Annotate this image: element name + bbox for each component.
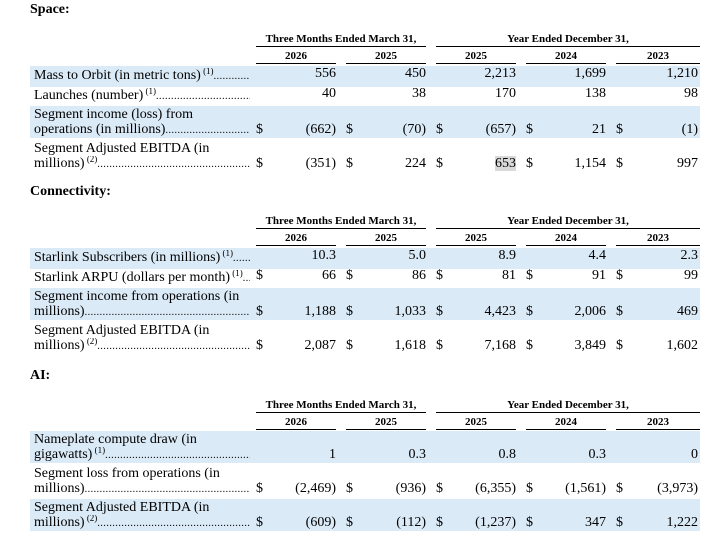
currency-symbol: $	[436, 268, 443, 283]
currency-symbol: $	[436, 481, 443, 496]
cell-value: (1)	[681, 122, 698, 137]
currency-symbol: $	[256, 515, 263, 530]
currency-symbol: $	[256, 304, 263, 319]
cell-value: 38	[412, 86, 426, 101]
year-header: 2024	[526, 415, 606, 430]
row-label	[34, 141, 250, 172]
dot-leader	[156, 88, 250, 103]
data-table	[30, 32, 700, 172]
currency-symbol: $	[616, 515, 623, 530]
row-label	[34, 466, 250, 497]
dot-leader	[97, 338, 250, 353]
row-label-line	[34, 122, 250, 138]
cell-value: 556	[315, 66, 336, 81]
year-header: 2023	[616, 415, 700, 430]
cell-value: (609)	[305, 515, 336, 530]
currency-symbol: $	[526, 481, 533, 496]
row-label-line	[34, 338, 250, 354]
cell-value: 99	[684, 268, 698, 283]
footnote-marker: (2)	[84, 156, 98, 164]
cell-value: 2,087	[304, 338, 336, 353]
row-label-text: Segment income from operations (in	[34, 289, 240, 304]
row-label-line	[34, 107, 250, 122]
currency-symbol: $	[346, 156, 353, 171]
currency-symbol: $	[436, 515, 443, 530]
cell-value: 469	[677, 304, 698, 319]
cell-value: 997	[677, 156, 698, 171]
data-table	[30, 214, 700, 354]
cell-value: 66	[322, 268, 336, 283]
cell-value: 4,423	[484, 304, 516, 319]
footnote-marker: (2)	[84, 515, 98, 523]
year-header: 2026	[256, 231, 336, 246]
cell-value: 21	[592, 122, 606, 137]
cell-value: 1,222	[666, 515, 698, 530]
table-row	[30, 288, 700, 320]
section-title: Connectivity:	[30, 184, 111, 199]
row-label	[34, 323, 250, 354]
cell-value: 1,154	[574, 156, 606, 171]
year-header: 2025	[346, 231, 426, 246]
cell-value: 10.3	[311, 248, 336, 263]
cell-value: 0.3	[588, 447, 606, 462]
row-label	[34, 250, 250, 266]
cell-value: 1,699	[574, 66, 606, 81]
cell-value: 138	[585, 86, 606, 101]
currency-symbol: $	[346, 481, 353, 496]
year-header: 2024	[526, 231, 606, 246]
row-label-text: Segment Adjusted EBITDA (in	[34, 141, 210, 156]
column-group-header: Year Ended December 31,	[436, 398, 700, 413]
row-label-text: Starlink ARPU (dollars per month)	[34, 270, 230, 285]
cell-value: 0	[691, 447, 698, 462]
row-label-line	[34, 500, 250, 515]
row-label-text: millions)	[34, 156, 85, 171]
cell-value: 1,188	[304, 304, 336, 319]
currency-symbol: $	[526, 122, 533, 137]
cell-value: (2,469)	[295, 481, 336, 496]
currency-symbol: $	[616, 156, 623, 171]
cell-value: 653	[495, 156, 516, 171]
row-label	[34, 270, 250, 286]
cell-value: 5.0	[408, 248, 426, 263]
currency-symbol: $	[526, 515, 533, 530]
cell-value: 0.3	[408, 447, 426, 462]
row-label-text: millions)	[34, 338, 85, 353]
column-group-header: Three Months Ended March 31,	[256, 32, 426, 47]
cell-value: 4.4	[588, 248, 606, 263]
section-title: AI:	[30, 368, 51, 383]
cell-value: (936)	[395, 481, 426, 496]
year-header: 2025	[436, 415, 516, 430]
year-header: 2026	[256, 49, 336, 64]
currency-symbol: $	[526, 268, 533, 283]
currency-symbol: $	[616, 268, 623, 283]
row-label	[34, 289, 250, 320]
currency-symbol: $	[616, 338, 623, 353]
row-label-line	[34, 88, 250, 104]
currency-symbol: $	[436, 304, 443, 319]
table-row	[30, 499, 700, 531]
currency-symbol: $	[346, 515, 353, 530]
currency-symbol: $	[526, 304, 533, 319]
currency-symbol: $	[256, 338, 263, 353]
dot-leader	[243, 270, 250, 285]
row-label-text: Segment Adjusted EBITDA (in	[34, 323, 210, 338]
row-label-text: Starlink Subscribers (in millions)	[34, 250, 221, 265]
currency-symbol: $	[436, 338, 443, 353]
footnote-marker: (1)	[230, 270, 243, 278]
dot-leader	[165, 122, 250, 137]
footnote-marker: (1)	[143, 88, 156, 96]
row-label-line	[34, 466, 250, 481]
footnote-marker: (1)	[200, 68, 214, 76]
currency-symbol: $	[256, 268, 263, 283]
year-header: 2025	[346, 415, 426, 430]
row-label-line	[34, 156, 250, 172]
table-row	[30, 86, 700, 107]
column-group-header: Year Ended December 31,	[436, 32, 700, 47]
cell-value: 1,033	[394, 304, 426, 319]
table-row	[30, 431, 700, 463]
table-row	[30, 248, 700, 269]
row-label-text: Nameplate compute draw (in	[34, 432, 197, 447]
cell-value: 2.3	[680, 248, 698, 263]
cell-value: (3,973)	[657, 481, 698, 496]
row-label	[34, 68, 250, 84]
cell-value: (1,561)	[565, 481, 606, 496]
row-label-line	[34, 270, 250, 286]
row-label-text: gigawatts)	[34, 447, 93, 462]
dot-leader	[105, 447, 250, 462]
currency-symbol: $	[256, 481, 263, 496]
row-label-text: operations (in millions)	[34, 122, 166, 137]
row-label	[34, 107, 250, 138]
currency-symbol: $	[256, 156, 263, 171]
year-header: 2023	[616, 231, 700, 246]
cell-value: 81	[502, 268, 516, 283]
row-label-line	[34, 481, 250, 497]
year-header: 2025	[346, 49, 426, 64]
currency-symbol: $	[526, 338, 533, 353]
cell-value: 2,006	[574, 304, 606, 319]
row-label-text: Segment Adjusted EBITDA (in	[34, 500, 210, 515]
currency-symbol: $	[346, 304, 353, 319]
section-title: Space:	[30, 2, 70, 17]
row-label	[34, 88, 250, 104]
row-label-line	[34, 289, 250, 304]
cell-value: (662)	[305, 122, 336, 137]
cell-value: 1,210	[666, 66, 698, 81]
cell-value: 224	[405, 156, 426, 171]
cell-value: 91	[592, 268, 606, 283]
dot-leader	[233, 250, 250, 265]
row-label-line	[34, 141, 250, 156]
cell-value: (351)	[305, 156, 336, 171]
cell-value: (112)	[396, 515, 426, 530]
cell-value: 1,602	[666, 338, 698, 353]
row-label-text: Launches (number)	[34, 88, 144, 103]
column-group-header: Three Months Ended March 31,	[256, 214, 426, 229]
row-label-line	[34, 68, 250, 84]
cell-value: 3,849	[574, 338, 606, 353]
cell-value: 40	[322, 86, 336, 101]
row-label-line	[34, 323, 250, 338]
currency-symbol: $	[526, 156, 533, 171]
row-label-line	[34, 515, 250, 531]
cell-value: 1,618	[394, 338, 426, 353]
table-row	[30, 66, 700, 87]
row-label-text: Mass to Orbit (in metric tons)	[34, 68, 201, 83]
row-label-text: Segment loss from operations (in	[34, 466, 220, 481]
currency-symbol: $	[616, 304, 623, 319]
currency-symbol: $	[616, 481, 623, 496]
cell-value: (6,355)	[475, 481, 516, 496]
dot-leader	[97, 156, 250, 171]
footnote-marker: (1)	[220, 250, 234, 258]
cell-value: 1	[329, 447, 336, 462]
currency-symbol: $	[346, 268, 353, 283]
cell-value: (70)	[402, 122, 426, 137]
table-row	[30, 268, 700, 289]
table-row	[30, 322, 700, 354]
cell-value: 86	[412, 268, 426, 283]
currency-symbol: $	[436, 122, 443, 137]
cell-value: 450	[405, 66, 426, 81]
footnote-marker: (1)	[92, 447, 106, 455]
row-label-text: Segment income (loss) from	[34, 107, 194, 122]
currency-symbol: $	[616, 122, 623, 137]
row-label-line	[34, 432, 250, 447]
currency-symbol: $	[346, 338, 353, 353]
year-header: 2024	[526, 49, 606, 64]
year-header: 2023	[616, 49, 700, 64]
column-group-header: Year Ended December 31,	[436, 214, 700, 229]
row-label-line	[34, 447, 250, 463]
cell-value: 2,213	[484, 66, 516, 81]
table-row	[30, 106, 700, 138]
currency-symbol: $	[436, 156, 443, 171]
footnote-marker: (2)	[84, 338, 98, 346]
cell-value: 347	[585, 515, 606, 530]
cell-value: 98	[684, 86, 698, 101]
dot-leader	[85, 481, 250, 496]
cell-value: (1,237)	[475, 515, 516, 530]
row-label-text: millions)	[34, 481, 85, 496]
row-label-text: millions)	[34, 515, 85, 530]
row-label-line	[34, 304, 250, 320]
dot-leader	[214, 68, 250, 83]
row-label	[34, 500, 250, 531]
year-header: 2025	[436, 49, 516, 64]
dot-leader	[85, 304, 250, 319]
row-label-text: millions)	[34, 304, 85, 319]
table-row	[30, 465, 700, 497]
year-header: 2025	[436, 231, 516, 246]
data-table	[30, 398, 700, 531]
column-group-header: Three Months Ended March 31,	[256, 398, 426, 413]
year-header: 2026	[256, 415, 336, 430]
row-label-line	[34, 250, 250, 266]
cell-value: 8.9	[498, 248, 516, 263]
row-label	[34, 432, 250, 463]
currency-symbol: $	[346, 122, 353, 137]
cell-value: 170	[495, 86, 516, 101]
dot-leader	[97, 515, 250, 530]
cell-value: 7,168	[484, 338, 516, 353]
cell-value: (657)	[485, 122, 516, 137]
cell-value: 0.8	[498, 447, 516, 462]
table-row	[30, 140, 700, 172]
currency-symbol: $	[256, 122, 263, 137]
